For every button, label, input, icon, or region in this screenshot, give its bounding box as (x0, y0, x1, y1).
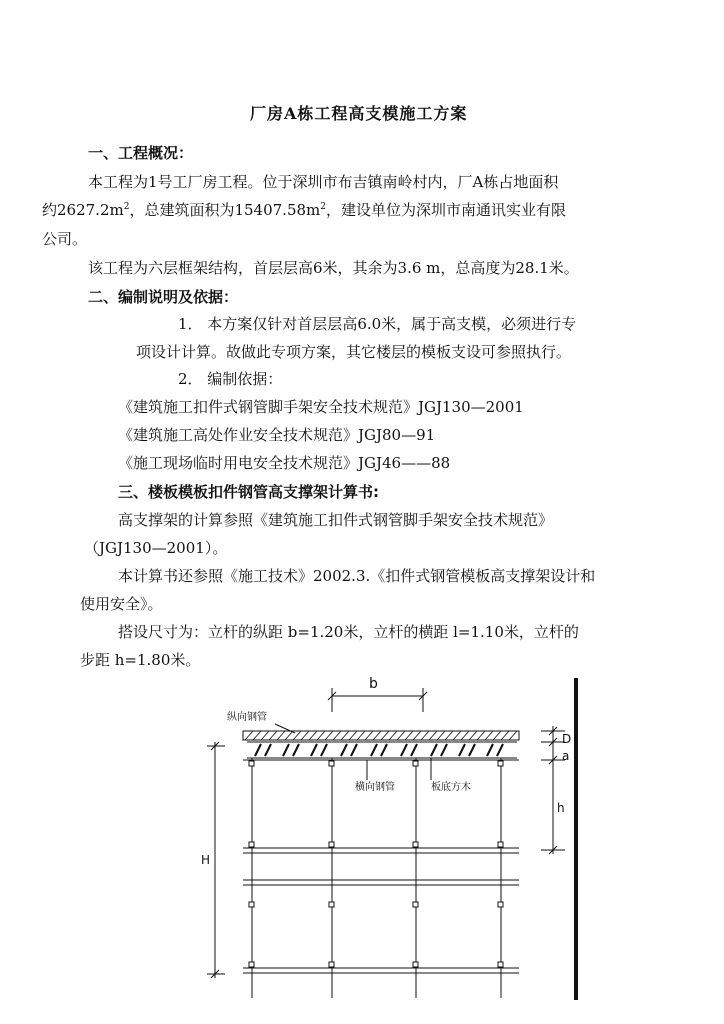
label-a: a (562, 749, 570, 763)
batten-marks (255, 744, 503, 756)
sup-2: 2 (123, 202, 130, 212)
top-pipe-hatch (245, 731, 517, 740)
reference-1: 《建筑施工扣件式钢管脚手架安全技术规范》JGJ130—2001 (118, 398, 524, 416)
reference-2: 《建筑施工高处作业安全技术规范》JGJ80—91 (118, 426, 436, 444)
right-border-bar (574, 678, 578, 1000)
section-3-para2-line1: 本计算书还参照《施工技术》2002.3.《扣件式钢管模板高支撑架设计和 (118, 567, 596, 585)
section-1-heading: 一、工程概况： (88, 144, 194, 162)
document-title: 厂房A栋工程高支模施工方案 (250, 104, 468, 123)
section-1-para1-line3: 公司。 (42, 230, 88, 248)
leader-zongxiang (275, 724, 295, 733)
owner-text: ，建设单位为深圳市南通讯实业有限 (325, 201, 566, 219)
section-3-para2-line2: 使用安全》。 (80, 595, 163, 613)
section-3-para3-line2: 步距 h=1.80米。 (80, 651, 201, 669)
section-3-para1-line2: （JGJ130—2001）。 (84, 539, 228, 557)
total-area-text: ，总建筑面积为15407.58m (129, 201, 321, 219)
section-3-heading: 三、楼板模板扣件钢管高支撑架计算书: (118, 483, 380, 501)
top-longitudinal-pipe (243, 731, 519, 740)
label-fangmu: 板底方木 (431, 782, 471, 793)
label-zongxiang: 纵向钢管 (227, 712, 267, 723)
label-H: H (201, 853, 211, 867)
label-hengxiang: 横向钢管 (355, 782, 395, 793)
section-2-item1-line1: 1． 本方案仅针对首层层高6.0米，属于高支模，必须进行专 (178, 315, 577, 333)
label-b: b (369, 676, 378, 692)
area-text: 约2627.2m (42, 201, 124, 219)
reference-3: 《施工现场临时用电安全技术规范》JGJ46——88 (118, 454, 451, 472)
sup-2b: 2 (320, 202, 326, 212)
section-3-para1-line1: 高支撑架的计算参照《建筑施工扣件式钢管脚手架安全技术规范》 (118, 511, 554, 529)
scaffold-diagram (195, 668, 595, 1008)
section-1-para1-line2 (42, 200, 566, 220)
section-2-heading: 二、编制说明及依据： (88, 288, 239, 306)
label-h: h (557, 801, 565, 815)
section-1-para2: 该工程为六层框架结构，首层层高6米，其余为3.6 m，总高度为28.1米。 (88, 259, 579, 277)
section-3-para3-line1: 搭设尺寸为：立杆的纵距 b=1.20米，立杆的横距 l=1.10米，立杆的 (118, 623, 579, 641)
section-2-item2: 2． 编制依据： (178, 370, 283, 388)
label-D: D (562, 732, 572, 746)
section-2-item1-line2: 项设计计算。故做此专项方案，其它楼层的模板支设可参照执行。 (136, 343, 572, 361)
section-1-para1-line1: 本工程为1号工厂房工程。位于深圳市布吉镇南岭村内，厂A栋占地面积 (88, 173, 559, 191)
